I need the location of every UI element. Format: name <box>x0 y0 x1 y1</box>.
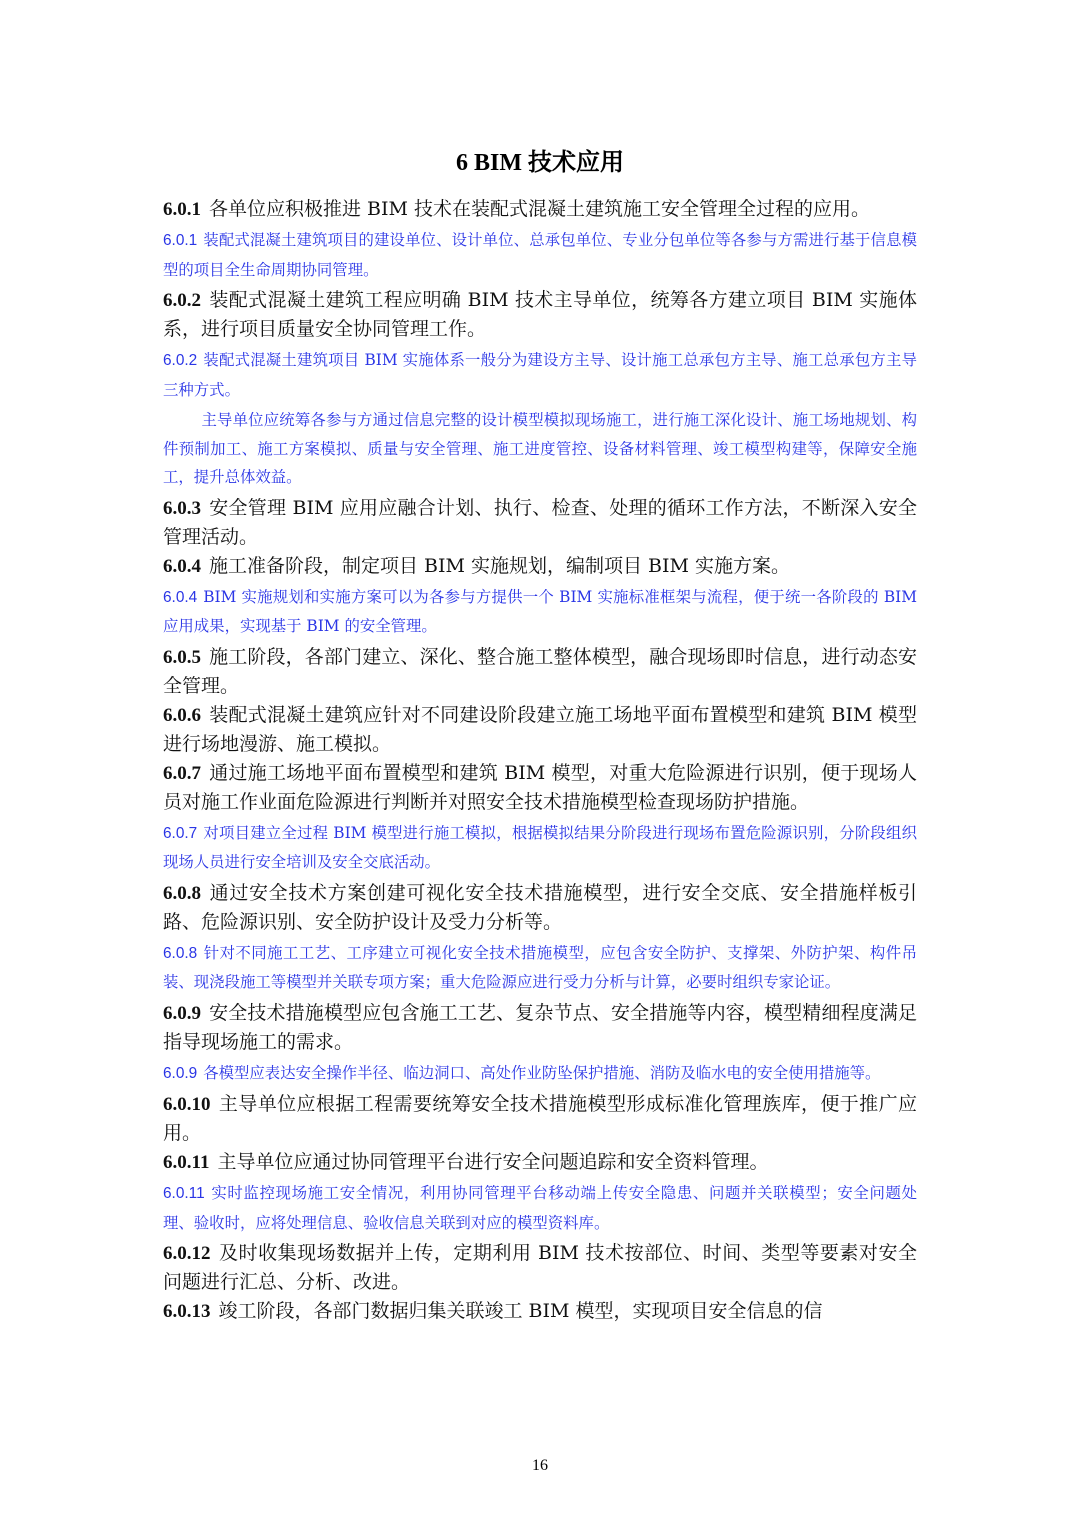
clause-text: 对项目建立全过程 BIM 模型进行施工模拟，根据模拟结果分阶段进行现场布置危险源识别，分阶段组织现场人员进行安全培训及安全交底活动。 <box>163 823 917 871</box>
commentary-paragraph <box>163 819 917 877</box>
clause-text: BIM 实施规划和实施方案可以为各参与方提供一个 BIM 实施标准框架与流程，便于统一各阶段的 BIM 应用成果，实现基于 BIM 的安全管理。 <box>163 587 917 635</box>
clause-number: 6.0.11 <box>163 1185 205 1202</box>
clause-text: 装配式混凝土建筑项目 BIM 实施体系一般分为建设方主导、设计施工总承包方主导、施工总承包方主导三种方式。 <box>163 351 917 399</box>
clause-number: 6.0.7 <box>163 762 201 784</box>
clause-paragraph <box>163 643 917 701</box>
commentary-paragraph <box>163 939 917 997</box>
clause-paragraph <box>163 1297 917 1326</box>
clause-text: 安全技术措施模型应包含施工工艺、复杂节点、安全措施等内容，模型精细程度满足指导现场施工的需求。 <box>163 1001 917 1053</box>
clause-number: 6.0.12 <box>163 1243 211 1264</box>
clause-number: 6.0.5 <box>163 646 201 668</box>
clause-number: 6.0.8 <box>163 882 201 904</box>
clause-text: 各模型应表达安全操作半径、临边洞口、高处作业防坠保护措施、消防及临水电的安全使用措施等。 <box>203 1063 881 1082</box>
chapter-title: 6 BIM 技术应用 <box>456 150 624 176</box>
clause-text: 实时监控现场施工安全情况，利用协同管理平台移动端上传安全隐患、问题并关联模型；安全问题处理、验收时，应将处理信息、验收信息关联到对应的模型资料库。 <box>163 1184 917 1232</box>
clause-number: 6.0.11 <box>163 1152 210 1173</box>
clause-paragraph <box>163 1148 917 1177</box>
clause-paragraph <box>163 759 917 817</box>
clause-text: 安全管理 BIM 应用应融合计划、执行、检查、处理的循环工作方法，不断深入安全管理活动。 <box>163 496 917 548</box>
clause-paragraph <box>163 286 917 344</box>
clause-paragraph <box>163 1239 917 1297</box>
clause-paragraph <box>163 195 917 224</box>
clause-text: 装配式混凝土建筑应针对不同建设阶段建立施工场地平面布置模型和建筑 BIM 模型进行场地漫游、施工模拟。 <box>163 703 917 755</box>
clause-number: 6.0.7 <box>163 824 198 842</box>
clause-text: 主导单位应统筹各参与方通过信息完整的设计模型模拟现场施工，进行施工深化设计、施工场地规划、构件预制加工、施工方案模拟、质量与安全管理、施工进度管控、设备材料管理、竣工模型构建等，保障安全施工，提升总体效益。 <box>163 411 917 486</box>
clause-number: 6.0.3 <box>163 497 201 519</box>
clause-number: 6.0.1 <box>163 199 201 220</box>
clause-text: 通过安全技术方案创建可视化安全技术措施模型，进行安全交底、安全措施样板引路、危险源识别、安全防护设计及受力分析等。 <box>163 881 917 933</box>
clause-text: 主导单位应根据工程需要统筹安全技术措施模型形成标准化管理族库，便于推广应用。 <box>163 1093 917 1144</box>
clause-text: 施工阶段，各部门建立、深化、整合施工整体模型，融合现场即时信息，进行动态安全管理。 <box>163 645 917 697</box>
clause-text: 装配式混凝土建筑工程应明确 BIM 技术主导单位，统筹各方建立项目 BIM 实施体系，进行项目质量安全协同管理工作。 <box>163 289 917 340</box>
clause-paragraph <box>163 701 917 759</box>
clause-number: 6.0.4 <box>163 555 201 577</box>
clause-paragraph <box>163 494 917 552</box>
commentary-paragraph <box>163 346 917 404</box>
commentary-paragraph <box>163 583 917 641</box>
page-number: 16 <box>532 1457 548 1474</box>
commentary-paragraph <box>163 1059 917 1089</box>
clause-number: 6.0.9 <box>163 1064 198 1082</box>
clause-text: 竣工阶段，各部门数据归集关联竣工 BIM 模型，实现项目安全信息的信 <box>218 1300 823 1322</box>
clause-number: 6.0.4 <box>163 588 198 606</box>
clause-paragraph <box>163 1090 917 1148</box>
commentary-paragraph <box>163 226 917 284</box>
clause-text: 及时收集现场数据并上传，定期利用 BIM 技术按部位、时间、类型等要素对安全问题进行汇总、分析、改进。 <box>163 1242 917 1293</box>
clause-paragraph <box>163 552 917 581</box>
clause-paragraph <box>163 879 917 937</box>
clause-number: 6.0.8 <box>163 944 198 962</box>
clause-number: 6.0.6 <box>163 704 201 726</box>
clause-text: 装配式混凝土建筑项目的建设单位、设计单位、总承包单位、专业分包单位等各参与方需进行基于信息模型的项目全生命周期协同管理。 <box>163 231 917 279</box>
clause-text: 针对不同施工工艺、工序建立可视化安全技术措施模型，应包含安全防护、支撑架、外防护架、构件吊装、现浇段施工等模型并关联专项方案；重大危险源应进行受力分析与计算，必要时组织专家论证。 <box>163 943 917 991</box>
clause-number: 6.0.10 <box>163 1094 211 1115</box>
clause-number: 6.0.9 <box>163 1002 201 1024</box>
clause-text: 各单位应积极推进 BIM 技术在装配式混凝土建筑施工安全管理全过程的应用。 <box>209 198 871 220</box>
clause-text: 主导单位应通过协同管理平台进行安全问题追踪和安全资料管理。 <box>217 1151 769 1173</box>
clause-number: 6.0.2 <box>163 290 201 311</box>
clause-number: 6.0.1 <box>163 232 198 249</box>
clause-text: 通过施工场地平面布置模型和建筑 BIM 模型，对重大危险源进行识别，便于现场人员对施工作业面危险源进行判断并对照安全技术措施模型检查现场防护措施。 <box>163 761 917 813</box>
clause-text: 施工准备阶段，制定项目 BIM 实施规划，编制项目 BIM 实施方案。 <box>209 554 791 577</box>
commentary-paragraph <box>163 1179 917 1237</box>
clause-number: 6.0.2 <box>163 352 198 369</box>
chapter-body <box>163 195 917 1326</box>
clause-paragraph <box>163 999 917 1057</box>
commentary-paragraph <box>163 406 917 492</box>
clause-number: 6.0.13 <box>163 1301 211 1322</box>
